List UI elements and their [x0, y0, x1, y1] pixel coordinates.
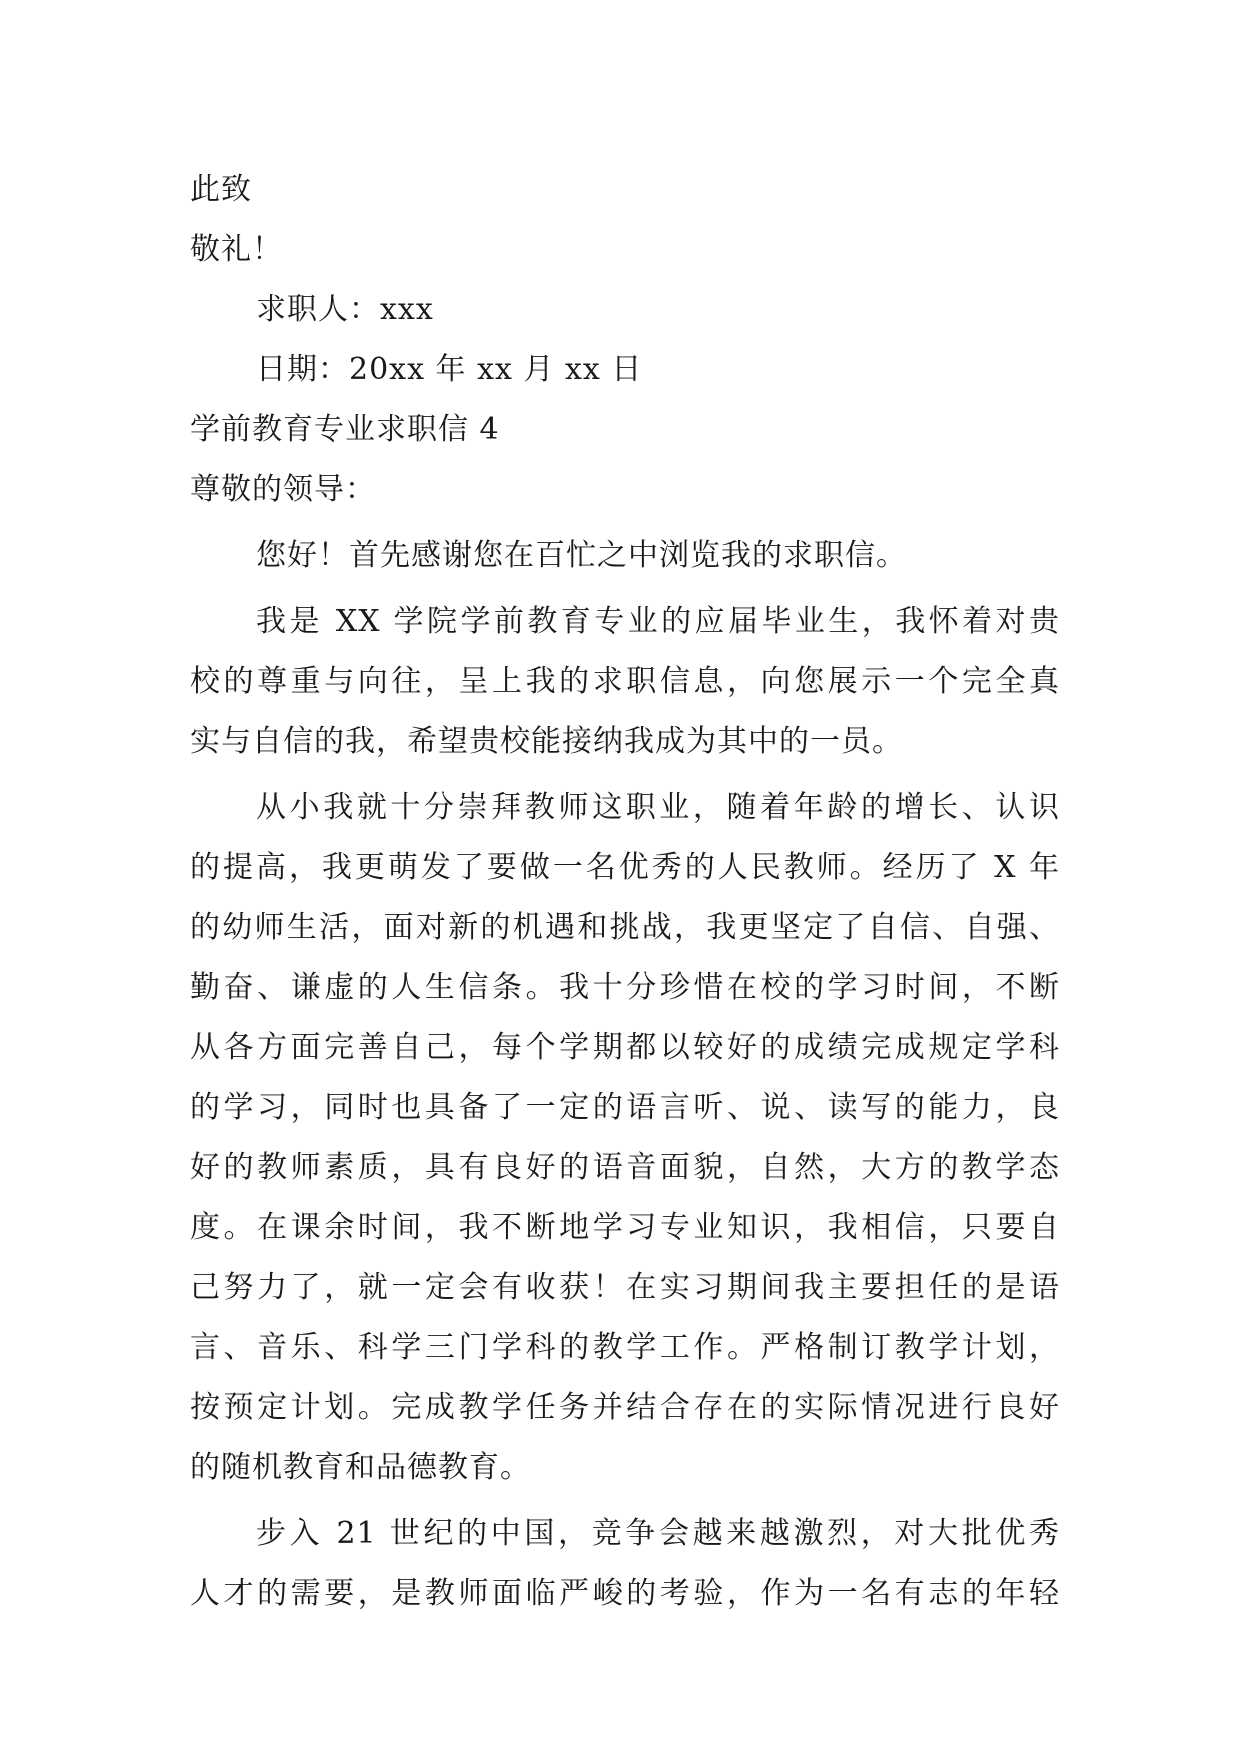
- paragraph-experience: [190, 778, 1060, 1498]
- paragraph-aspiration: [190, 1504, 1060, 1624]
- letter-greeting: 尊敬的领导：: [190, 472, 376, 507]
- paragraph-line: 我是 XX 学院学前教育专业的应届毕业生，我怀着对贵: [256, 604, 1060, 639]
- paragraph-line: 度。在课余时间，我不断地学习专业知识，我相信，只要自: [190, 1210, 1060, 1245]
- paragraph-line: 的提高，我更萌发了要做一名优秀的人民教师。经历了 X 年: [190, 850, 1060, 885]
- paragraph-line: 己努力了，就一定会有收获！在实习期间我主要担任的是语: [190, 1270, 1060, 1305]
- paragraph-line: 按预定计划。完成教学任务并结合存在的实际情况进行良好: [190, 1390, 1060, 1425]
- signature-date: 日期：20xx 年 xx 月 xx 日: [256, 352, 643, 387]
- paragraph-line: 从小我就十分崇拜教师这职业，随着年龄的增长、认识: [256, 790, 1060, 825]
- paragraph-line: 好的教师素质，具有良好的语音面貌，自然，大方的教学态: [190, 1150, 1060, 1185]
- paragraph-background: [190, 592, 1060, 772]
- paragraph-line: 您好！首先感谢您在百忙之中浏览我的求职信。: [256, 538, 907, 573]
- paragraph-line: 勤奋、谦虚的人生信条。我十分珍惜在校的学习时间，不断: [190, 970, 1060, 1005]
- paragraph-line: 的随机教育和品德教育。: [190, 1450, 531, 1485]
- paragraph-line: 人才的需要，是教师面临严峻的考验，作为一名有志的年轻: [190, 1576, 1060, 1611]
- paragraph-line: 言、音乐、科学三门学科的教学工作。严格制订教学计划，: [190, 1330, 1060, 1365]
- letter-content: [190, 160, 1060, 1624]
- paragraph-line: 从各方面完善自己，每个学期都以较好的成绩完成规定学科: [190, 1030, 1060, 1065]
- letter-title: 学前教育专业求职信 4: [190, 412, 500, 447]
- paragraph-intro: [190, 526, 1060, 586]
- paragraph-line: 的幼师生活，面对新的机遇和挑战，我更坚定了自信、自强、: [190, 910, 1060, 945]
- paragraph-line: 校的尊重与向往，呈上我的求职信息，向您展示一个完全真: [190, 664, 1060, 699]
- closing-regards: 敬礼！: [190, 232, 283, 267]
- closing-salutation: 此致: [190, 172, 252, 207]
- paragraph-line: 步入 21 世纪的中国，竞争会越来越激烈，对大批优秀: [256, 1516, 1060, 1551]
- applicant-signature: 求职人：xxx: [256, 292, 434, 327]
- paragraph-line: 的学习，同时也具备了一定的语言听、说、读写的能力，良: [190, 1090, 1060, 1125]
- paragraph-line: 实与自信的我，希望贵校能接纳我成为其中的一员。: [190, 724, 903, 759]
